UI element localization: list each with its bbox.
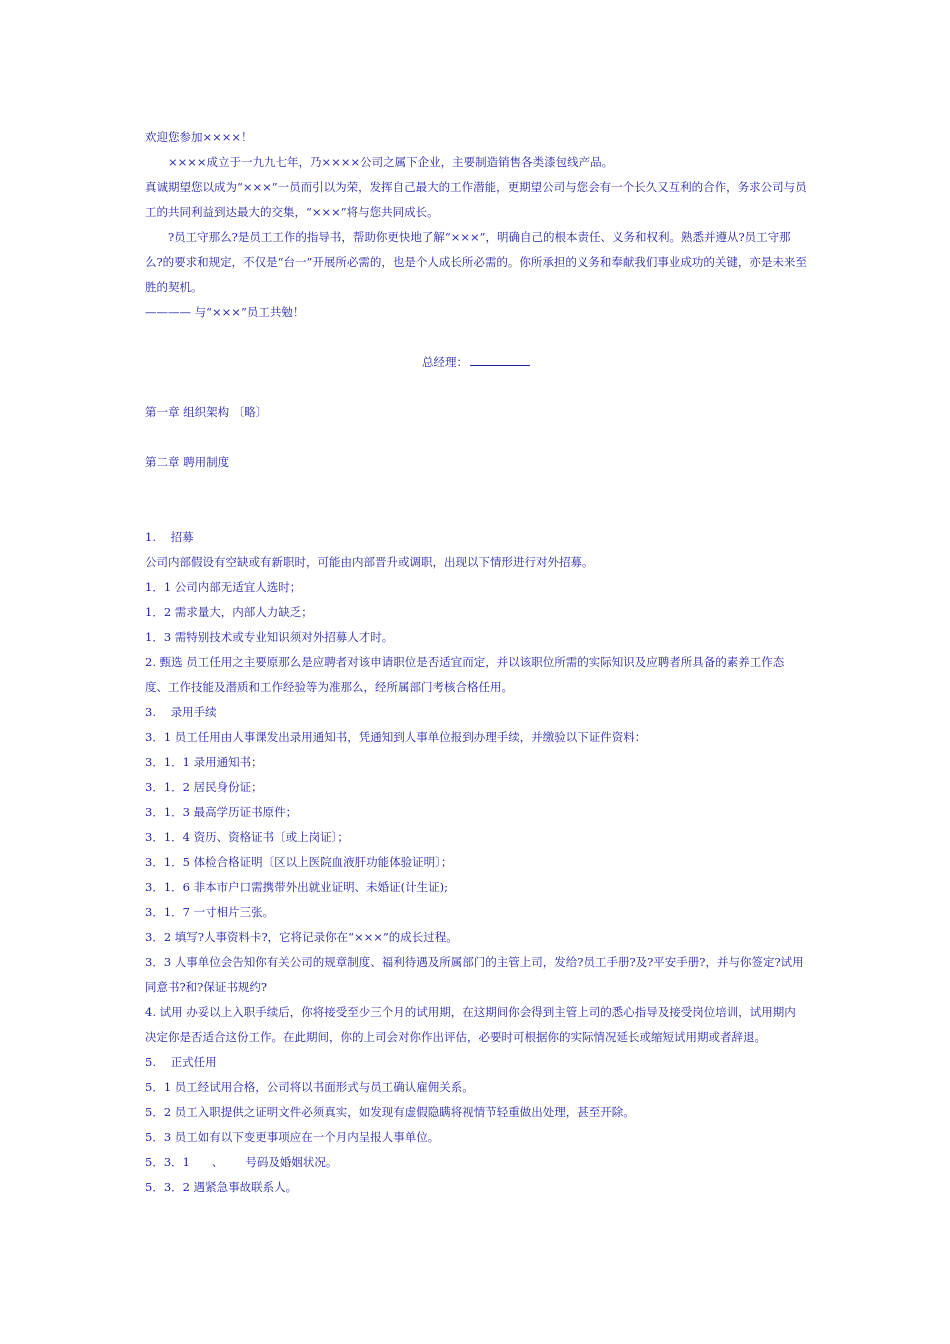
list-item: 5．3 员工如有以下变更事项应在一个月内呈报人事单位。 [145,1130,440,1144]
document-body [145,125,807,1200]
signature-label: 总经理： [422,355,468,369]
section-heading-hiring: 3. 录用手续 [145,705,217,719]
list-item: 1．1 公司内部无适宜人选时； [145,580,302,594]
list-item: 5．1 员工经试用合格，公司将以书面形式与员工确认雇佣关系。 [145,1080,474,1094]
chapter-2-heading: 第二章 聘用制度 [145,455,230,469]
chapter-1-heading: 第一章 组织架构 〔略〕 [145,405,268,419]
list-item: 1．3 需特别技术或专业知识须对外招募人才时。 [145,630,394,644]
section-probation: 4. 试用 办妥以上入职手续后，你将接受至少三个月的试用期，在这期间你会得到主管上司的悉心指导及接受岗位培训，试用期内决定你是否适合这份工作。在此期间，你的上司会对你作出评估，必要时可根据你的实际情况延长或缩短试用期或者辞退。 [145,1005,796,1044]
section-recruit-desc: 公司内部假设有空缺或有新职时，可能由内部晋升或调职，出现以下情形进行对外招募。 [145,555,594,569]
list-item: 3．1 员工任用由人事课发出录用通知书，凭通知到人事单位报到办理手续，并缴验以下证件资料： [145,730,647,744]
list-item: 3．2 填写?人事资料卡?，它将记录你在“×××”的成长过程。 [145,930,458,944]
list-item: 3．1．3 最高学历证书原件； [145,805,298,819]
list-item: 3．1．6 非本市户口需携带外出就业证明、未婚证(计生证); [145,880,448,894]
section-selection: 2. 甄选 员工任用之主要原那么是应聘者对该申请职位是否适宜而定，并以该职位所需的实际知识及应聘者所具备的素养工作态度、工作技能及潜质和工作经验等为准那么，经所属部门考核合格任用。 [145,655,785,694]
intro-paragraph-1: ××××成立于一九九七年，乃××××公司之属下企业，主要制造销售各类漆包线产品。 [168,155,614,169]
intro-paragraph-3: ?员工守那么?是员工工作的指导书，帮助你更快地了解“×××”，明确自己的根本责任、义务和权利。熟悉并遵从?员工守那么?的要求和规定，不仅是“台一”开展所必需的，也是个人成长所必需的。你所承担的义务和奉献我们事业成功的关键，亦是未来至胜的契机。 [145,230,807,294]
welcome-line: 欢迎您参加××××！ [145,130,253,144]
list-item: 1．2 需求量大，内部人力缺乏； [145,605,313,619]
section-list [145,525,807,1200]
list-item: 3．1．1 录用通知书； [145,755,263,769]
list-item: 3．1．5 体检合格证明〔区以上医院血液肝功能体验证明〕； [145,855,453,869]
signature-line [145,350,807,375]
list-item: 5．2 员工入职提供之证明文件必须真实，如发现有虚假隐瞒将视情节轻重做出处理，甚至开除。 [145,1105,635,1119]
list-item: 3．3 人事单位会告知你有关公司的规章制度、福利待遇及所属部门的主管上司，发给?员工手册?及?平安手册?，并与你签定?试用同意书?和?保证书规约? [145,955,804,994]
section-heading-formal: 5. 正式任用 [145,1055,217,1069]
signature-blank [470,353,530,366]
list-item: 3．1．2 居民身份证； [145,780,263,794]
intro-paragraph-2: 真诚期望您以成为“×××”一员而引以为荣，发挥自己最大的工作潜能，更期望公司与您会有一个长久又互利的合作，务求公司与员工的共同利益到达最大的交集，“×××”将与您共同成长。 [145,180,807,219]
list-item: 5．3．2 遇紧急事故联系人。 [145,1180,298,1194]
list-item: 3．1．7 一寸相片三张。 [145,905,275,919]
list-item: 5．3．1 、 号码及婚姻状况。 [145,1155,338,1169]
section-heading-recruit: 1. 招募 [145,530,194,544]
list-item: 3．1．4 资历、资格证书〔或上岗证〕； [145,830,349,844]
closing-line: ———— 与“×××”员工共勉！ [145,305,305,319]
